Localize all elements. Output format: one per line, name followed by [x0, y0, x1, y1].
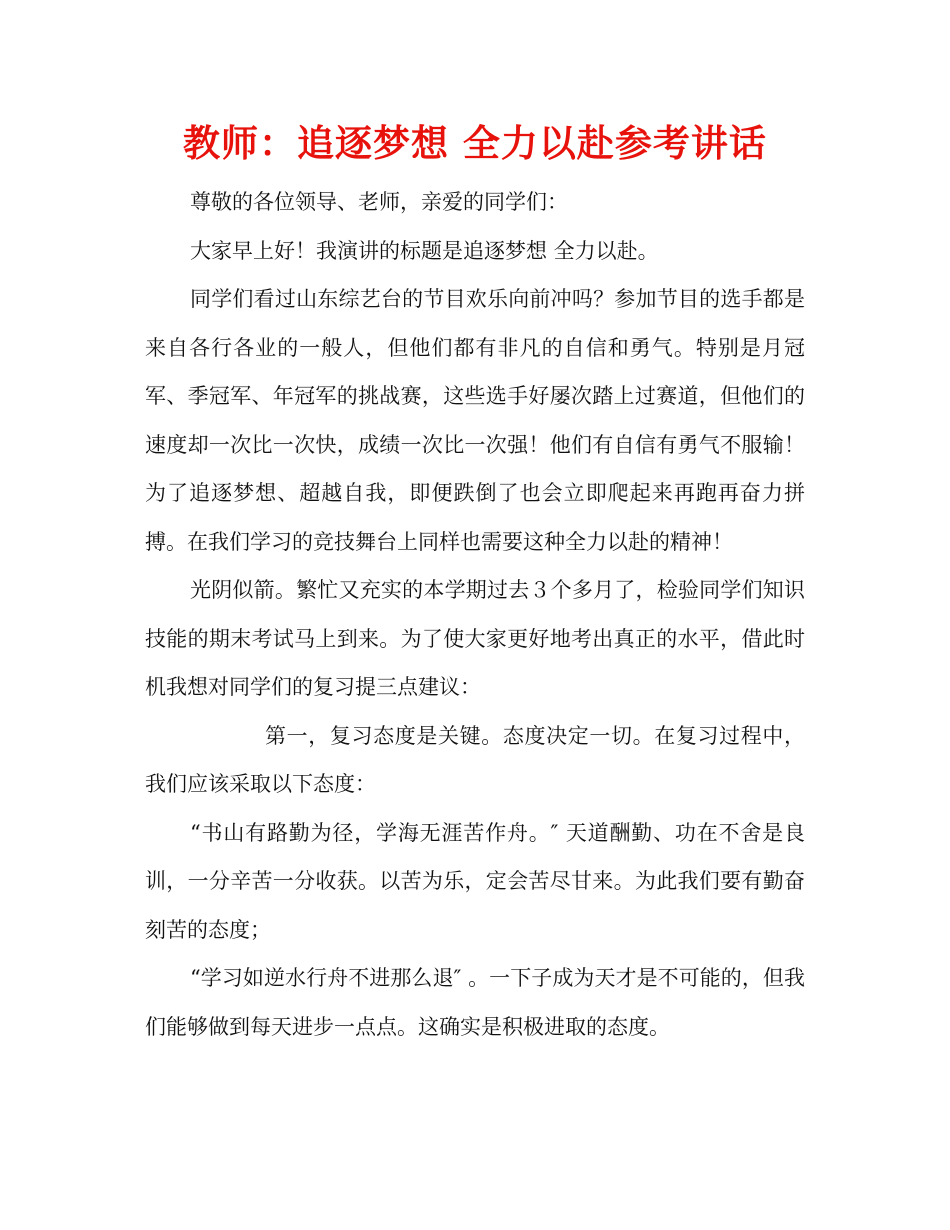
body-paragraph: 第一，复习态度是关键。态度决定一切。在复习过程中，我们应该采取以下态度： [145, 723, 805, 796]
greeting-paragraph: 大家早上好！我演讲的标题是追逐梦想 全力以赴。 [190, 238, 659, 263]
body-paragraph: 光阴似箭。繁忙又充实的本学期过去３个多月了，检验同学们知识技能的期末考试马上到来。为了使大家更好地考出真正的水平，借此时机我想对同学们的复习提三点建议： [145, 578, 805, 699]
body-paragraph: “学习如逆水行舟不进那么退″ 。一下子成为天才是不可能的，但我们能够做到每天进步一点点。这确实是积极进取的态度。 [145, 966, 805, 1039]
body-paragraph: “书山有路勤为径，学海无涯苦作舟。″ 天道酬勤、功在不舍是良训，一分辛苦一分收获。以苦为乐，定会苦尽甘来。为此我们要有勤奋刻苦的态度； [145, 820, 805, 942]
document-body [145, 178, 805, 1051]
body-paragraph: 同学们看过山东综艺台的节目欢乐向前冲吗？参加节目的选手都是来自各行各业的一般人，但他们都有非凡的自信和勇气。特别是月冠军、季冠军、年冠军的挑战赛，这些选手好屡次踏上过赛道，但他们的速度却一次比一次快，成绩一次比一次强！他们有自信有勇气不服输！为了追逐梦想、超越自我，即便跌倒了也会立即爬起来再跑再奋力拼搏。在我们学习的竞技舞台上同样也需要这种全力以赴的精神！ [145, 287, 805, 554]
salutation-paragraph: 尊敬的各位领导、老师，亲爱的同学们： [190, 190, 568, 214]
document-title: 教师：追逐梦想 全力以赴参考讲话 [183, 122, 767, 165]
